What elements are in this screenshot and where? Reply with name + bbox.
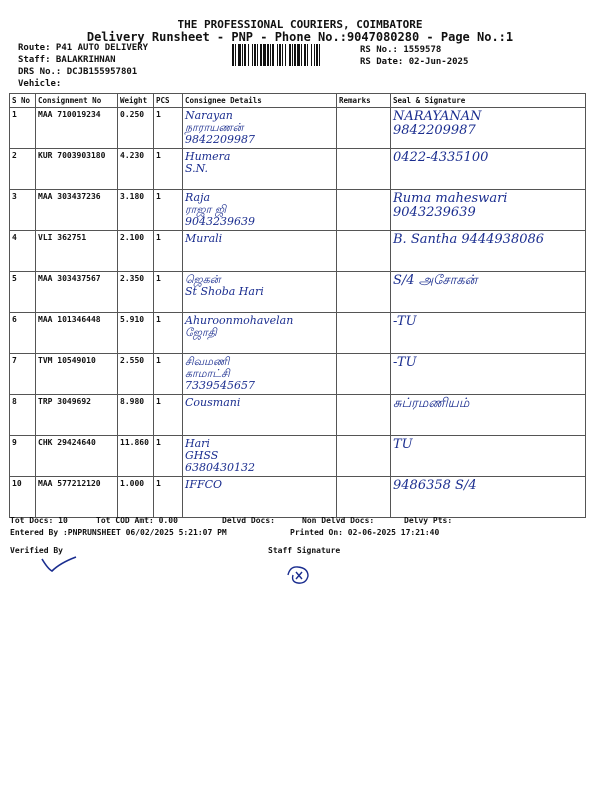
row-consignee-details (183, 354, 337, 395)
row-consignment-no-text: TRP 3049692 (38, 397, 91, 406)
barcode-bar (285, 44, 286, 66)
row-pcs-text: 1 (156, 438, 161, 447)
row-consignment-no (36, 108, 118, 149)
row-weight (118, 436, 154, 477)
row-pcs-text: 1 (156, 151, 161, 160)
barcode-image (232, 44, 356, 66)
barcode-bar (244, 44, 246, 66)
rs-date: RS Date: 02-Jun-2025 (360, 57, 469, 67)
barcode-bar (316, 44, 318, 66)
barcode-bar (307, 44, 308, 66)
row-consignment-no (36, 313, 118, 354)
row-consignee-details-text: Cousmani (185, 396, 241, 409)
row-consignment-no (36, 354, 118, 395)
row-sno-text: 10 (12, 479, 22, 488)
row-weight-text: 3.180 (120, 192, 145, 201)
row-weight (118, 477, 154, 518)
row-signature (391, 272, 586, 313)
row-weight (118, 190, 154, 231)
barcode-bar (248, 44, 249, 66)
row-consignee-details (183, 395, 337, 436)
barcode-bar (270, 44, 271, 66)
row-remarks (337, 108, 391, 149)
table-row (10, 190, 586, 231)
barcode-bar (314, 44, 315, 66)
table-row (10, 231, 586, 272)
total-cod-amount: Tot COD Amt: 0.00 (96, 516, 178, 525)
entered-by: Entered By :PNPRUNSHEET 06/02/2025 5:21:07 PM (10, 528, 227, 537)
col-header-pcs: PCS (154, 94, 183, 108)
row-consignment-no-text: CHK 29424640 (38, 438, 96, 447)
verified-signature-mark (40, 553, 80, 575)
row-weight-text: 5.910 (120, 315, 145, 324)
row-consignee-details-text: IFFCO (185, 478, 223, 491)
table-row (10, 108, 586, 149)
row-pcs-text: 1 (156, 397, 161, 406)
row-remarks (337, 354, 391, 395)
barcode-bar (263, 44, 266, 66)
col-header-consignee: Consignee Details (183, 94, 337, 108)
company-title: THE PROFESSIONAL COURIERS, COIMBATORE (177, 18, 423, 31)
row-pcs (154, 313, 183, 354)
row-pcs (154, 477, 183, 518)
delivery-points: Delvy Pts: (404, 516, 453, 525)
table-row (10, 436, 586, 477)
row-pcs (154, 149, 183, 190)
row-signature-text: -TU (393, 314, 417, 329)
barcode-bar (304, 44, 306, 66)
row-consignment-no (36, 395, 118, 436)
row-remarks (337, 190, 391, 231)
row-weight-text: 2.550 (120, 356, 145, 365)
barcode-bar (311, 44, 312, 66)
row-sno-text: 4 (12, 233, 17, 242)
row-pcs (154, 190, 183, 231)
row-sno (10, 231, 36, 272)
row-pcs-text: 1 (156, 110, 161, 119)
row-consignee-details (183, 313, 337, 354)
drs-field: DRS No.: DCJB155957801 (18, 67, 138, 77)
row-consignee-details (183, 149, 337, 190)
row-consignee-details (183, 190, 337, 231)
staff-field: Staff: BALAKRIHNAN (18, 55, 116, 65)
row-weight (118, 354, 154, 395)
row-signature-text: 9486358 S/4 (393, 478, 477, 493)
row-consignee-details (183, 231, 337, 272)
row-sno (10, 108, 36, 149)
row-signature (391, 436, 586, 477)
row-consignment-no (36, 272, 118, 313)
row-pcs-text: 1 (156, 315, 161, 324)
barcode-bar (272, 44, 274, 66)
row-weight-text: 8.980 (120, 397, 145, 406)
rs-number: RS No.: 1559578 (360, 45, 442, 55)
row-remarks (337, 395, 391, 436)
row-pcs-text: 1 (156, 356, 161, 365)
row-consignment-no (36, 190, 118, 231)
row-consignment-no-text: MAA 303437236 (38, 192, 101, 201)
barcode-bar (301, 44, 302, 66)
row-sno-text: 8 (12, 397, 17, 406)
row-weight-text: 2.100 (120, 233, 145, 242)
vehicle-field: Vehicle: (18, 79, 62, 89)
row-consignee-details (183, 477, 337, 518)
row-weight (118, 272, 154, 313)
row-remarks (337, 477, 391, 518)
row-consignment-no (36, 149, 118, 190)
table-row (10, 354, 586, 395)
row-signature (391, 149, 586, 190)
row-consignee-details (183, 436, 337, 477)
row-sno-text: 7 (12, 356, 17, 365)
barcode-bar (297, 44, 300, 66)
barcode-bar (279, 44, 281, 66)
row-sno (10, 436, 36, 477)
row-remarks (337, 313, 391, 354)
barcode-bar (242, 44, 243, 66)
table-row (10, 149, 586, 190)
col-header-consignment: Consignment No (36, 94, 118, 108)
barcode-bar (260, 44, 262, 66)
row-weight (118, 108, 154, 149)
row-signature-text: S/4 அசோகன் (393, 273, 478, 288)
row-sno-text: 3 (12, 192, 17, 201)
row-consignee-details-text: சிவமணி காமாட்சி 7339545657 (185, 355, 255, 392)
row-weight-text: 2.350 (120, 274, 145, 283)
row-signature-text: B. Santha 9444938086 (393, 232, 545, 247)
row-consignment-no (36, 436, 118, 477)
row-pcs (154, 108, 183, 149)
row-sno (10, 354, 36, 395)
delivered-docs: Delvd Docs: (222, 516, 275, 525)
row-pcs (154, 231, 183, 272)
row-signature (391, 231, 586, 272)
staff-signature-label: Staff Signature (268, 546, 341, 555)
row-consignee-details (183, 272, 337, 313)
verified-by-label: Verified By (10, 546, 63, 555)
row-pcs (154, 272, 183, 313)
row-consignment-no (36, 231, 118, 272)
row-pcs (154, 354, 183, 395)
row-remarks (337, 436, 391, 477)
barcode-bar (267, 44, 269, 66)
row-weight (118, 231, 154, 272)
barcode-bar (235, 44, 236, 66)
row-remarks (337, 231, 391, 272)
row-signature-text: TU (393, 437, 413, 452)
row-sno (10, 395, 36, 436)
row-consignment-no-text: MAA 577212120 (38, 479, 101, 488)
row-consignment-no-text: MAA 303437567 (38, 274, 101, 283)
barcode-bar (319, 44, 320, 66)
runsheet-subtitle: Delivery Runsheet - PNP - Phone No.:9047080280 - Page No.:1 (86, 30, 514, 44)
row-weight (118, 149, 154, 190)
row-pcs-text: 1 (156, 274, 161, 283)
row-consignment-no-text: TVM 10549010 (38, 356, 96, 365)
row-weight-text: 11.860 (120, 438, 149, 447)
row-weight-text: 1.000 (120, 479, 145, 488)
row-sno-text: 2 (12, 151, 17, 160)
barcode-bar (289, 44, 291, 66)
row-pcs (154, 436, 183, 477)
row-signature (391, 190, 586, 231)
barcode-bar (232, 44, 234, 66)
col-header-signature: Seal & Signature (391, 94, 586, 108)
row-consignee-details-text: Ahuroonmohavelan ஜோதி (185, 314, 294, 339)
row-pcs-text: 1 (156, 192, 161, 201)
non-delivered-docs: Non Delvd Docs: (302, 516, 375, 525)
total-docs: Tot Docs: 10 (10, 516, 68, 525)
row-consignee-details-text: Raja ராஜா ஜி 9043239639 (185, 191, 255, 228)
barcode-bar (294, 44, 296, 66)
row-signature (391, 395, 586, 436)
row-sno-text: 5 (12, 274, 17, 283)
row-sno-text: 1 (12, 110, 17, 119)
row-pcs-text: 1 (156, 233, 161, 242)
barcode-bar (277, 44, 278, 66)
row-consignment-no-text: VLI 362751 (38, 233, 87, 242)
row-weight (118, 395, 154, 436)
col-header-sno: S No (10, 94, 36, 108)
barcode-bar (282, 44, 283, 66)
row-consignment-no-text: KUR 7003903180 (38, 151, 106, 160)
table-row (10, 477, 586, 518)
row-consignee-details-text: Humera S.N. (185, 150, 231, 175)
row-sno-text: 6 (12, 315, 17, 324)
row-weight-text: 0.250 (120, 110, 145, 119)
barcode-bar (252, 44, 253, 66)
row-sno (10, 477, 36, 518)
row-weight-text: 4.230 (120, 151, 145, 160)
col-header-remarks: Remarks (337, 94, 391, 108)
row-sno (10, 190, 36, 231)
barcode-bar (254, 44, 256, 66)
row-signature (391, 313, 586, 354)
table-row (10, 272, 586, 313)
row-signature-text: NARAYANAN 9842209987 (393, 109, 482, 138)
row-remarks (337, 149, 391, 190)
row-signature (391, 477, 586, 518)
table-row (10, 313, 586, 354)
row-consignee-details-text: ஜெகன் St Shoba Hari (185, 273, 264, 298)
row-signature-text: 0422-4335100 (393, 150, 489, 165)
row-sno (10, 272, 36, 313)
row-signature (391, 108, 586, 149)
row-consignee-details-text: Narayan நாராயணன் 9842209987 (185, 109, 255, 146)
table-header-row (10, 94, 586, 108)
row-signature (391, 354, 586, 395)
row-signature-text: சுப்ரமணியம் (393, 396, 470, 411)
row-consignee-details-text: Hari GHSS 6380430132 (185, 437, 255, 474)
printed-on: Printed On: 02-06-2025 17:21:40 (290, 528, 440, 537)
row-sno-text: 9 (12, 438, 17, 447)
row-sno (10, 149, 36, 190)
row-consignee-details (183, 108, 337, 149)
barcode-bar (257, 44, 258, 66)
row-signature-text: -TU (393, 355, 417, 370)
table-row (10, 395, 586, 436)
staff-signature-mark (284, 563, 314, 587)
route-field: Route: P41 AUTO DELIVERY (18, 43, 149, 53)
row-consignment-no-text: MAA 710019234 (38, 110, 101, 119)
row-weight (118, 313, 154, 354)
barcode-bar (292, 44, 293, 66)
row-pcs (154, 395, 183, 436)
col-header-weight: Weight (118, 94, 154, 108)
row-sno (10, 313, 36, 354)
runsheet-table (9, 93, 586, 518)
row-pcs-text: 1 (156, 479, 161, 488)
row-consignment-no (36, 477, 118, 518)
row-consignee-details-text: Murali (185, 232, 223, 245)
row-consignment-no-text: MAA 101346448 (38, 315, 101, 324)
row-signature-text: Ruma maheswari 9043239639 (393, 191, 508, 220)
row-remarks (337, 272, 391, 313)
barcode-bar (238, 44, 241, 66)
